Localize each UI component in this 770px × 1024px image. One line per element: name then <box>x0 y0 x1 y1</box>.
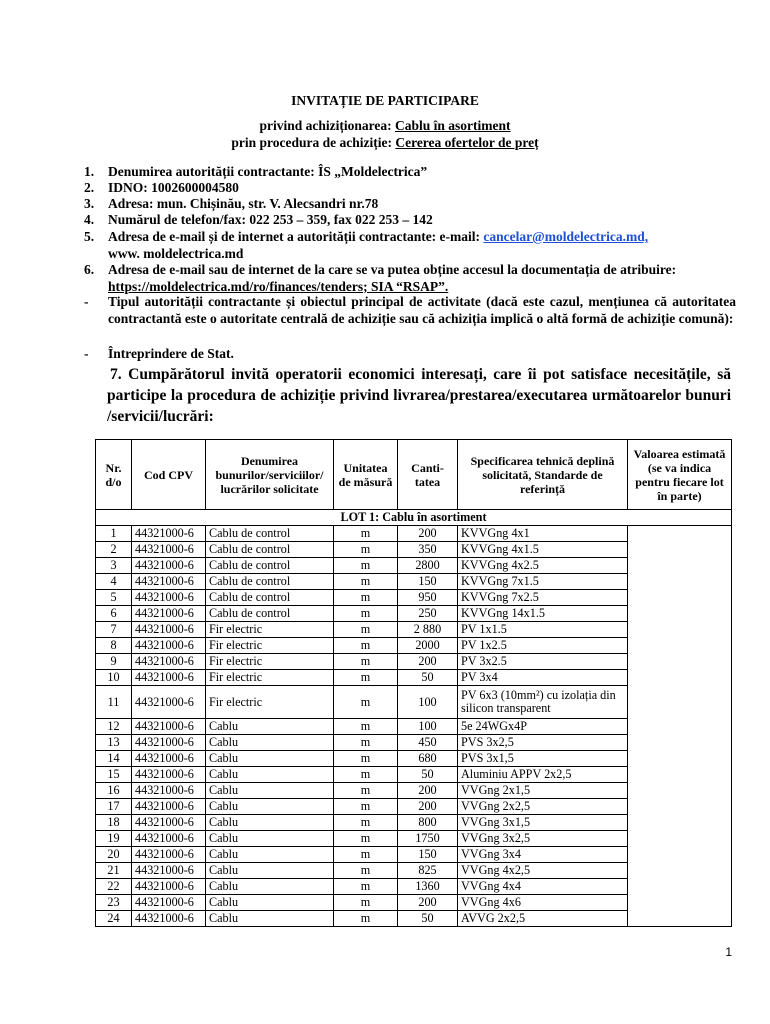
cell-spec: VVGng 3x4 <box>458 847 628 863</box>
cell-nr: 2 <box>96 542 132 558</box>
cell-nr: 9 <box>96 654 132 670</box>
cell-spec: VVGng 2x2,5 <box>458 799 628 815</box>
cell-cpv: 44321000-6 <box>132 815 206 831</box>
cell-cpv: 44321000-6 <box>132 606 206 622</box>
list-item-number: 5. <box>84 229 95 244</box>
cell-unit: m <box>334 526 398 542</box>
cell-name: Cablu <box>206 911 334 927</box>
cell-nr: 23 <box>96 895 132 911</box>
cell-unit: m <box>334 879 398 895</box>
cell-nr: 17 <box>96 799 132 815</box>
subtitle-object-label: privind achiziționarea: <box>259 118 395 133</box>
cell-nr: 5 <box>96 590 132 606</box>
cell-name: Cablu <box>206 815 334 831</box>
cell-nr: 21 <box>96 863 132 879</box>
cell-cpv: 44321000-6 <box>132 799 206 815</box>
cell-name: Cablu <box>206 831 334 847</box>
cell-name: Cablu de control <box>206 574 334 590</box>
cell-unit: m <box>334 895 398 911</box>
cell-name: Cablu <box>206 879 334 895</box>
cell-unit: m <box>334 638 398 654</box>
list-item-text: Denumirea autorității contractante: ÎS „Moldelectrica” <box>108 164 428 179</box>
cell-cpv: 44321000-6 <box>132 895 206 911</box>
header-spec: Specificarea tehnică deplină solicitată, Standarde de referință <box>458 440 628 510</box>
cell-qty: 150 <box>398 574 458 590</box>
subtitle-procedure <box>0 135 770 151</box>
cell-qty: 50 <box>398 767 458 783</box>
cell-cpv: 44321000-6 <box>132 719 206 735</box>
cell-name: Cablu <box>206 895 334 911</box>
header-nr: Nr. d/o <box>96 440 132 510</box>
cell-name: Cablu <box>206 767 334 783</box>
cell-cpv: 44321000-6 <box>132 654 206 670</box>
cell-unit: m <box>334 719 398 735</box>
cell-spec: PVS 3x2,5 <box>458 735 628 751</box>
cell-qty: 200 <box>398 799 458 815</box>
cell-nr: 13 <box>96 735 132 751</box>
cell-qty: 150 <box>398 847 458 863</box>
cell-estimated-value <box>628 526 732 927</box>
cell-nr: 4 <box>96 574 132 590</box>
cell-spec: KVVGng 14x1.5 <box>458 606 628 622</box>
cell-spec: VVGng 4x2,5 <box>458 863 628 879</box>
cell-cpv: 44321000-6 <box>132 638 206 654</box>
cell-spec: KVVGng 7x1.5 <box>458 574 628 590</box>
cell-spec: KVVGng 4x1.5 <box>458 542 628 558</box>
cell-cpv: 44321000-6 <box>132 831 206 847</box>
cell-qty: 100 <box>398 719 458 735</box>
cell-qty: 825 <box>398 863 458 879</box>
cell-cpv: 44321000-6 <box>132 783 206 799</box>
cell-unit: m <box>334 831 398 847</box>
list-item-dash: - <box>84 294 89 309</box>
cell-qty: 250 <box>398 606 458 622</box>
cell-unit: m <box>334 670 398 686</box>
cell-name: Cablu <box>206 783 334 799</box>
cell-unit: m <box>334 847 398 863</box>
cell-cpv: 44321000-6 <box>132 670 206 686</box>
cell-cpv: 44321000-6 <box>132 542 206 558</box>
cell-name: Cablu <box>206 847 334 863</box>
header-value: Valoarea estimată (se va indica pentru fiecare lot în parte) <box>628 440 732 510</box>
cell-spec: AVVG 2x2,5 <box>458 911 628 927</box>
cell-qty: 350 <box>398 542 458 558</box>
cell-unit: m <box>334 783 398 799</box>
cell-cpv: 44321000-6 <box>132 879 206 895</box>
cell-unit: m <box>334 606 398 622</box>
cell-qty: 50 <box>398 911 458 927</box>
list-item-text: Adresa de e-mail sau de internet de la care se va putea obține accesul la documentația de atribuire: <box>108 262 677 277</box>
cell-qty: 2800 <box>398 558 458 574</box>
cell-cpv: 44321000-6 <box>132 847 206 863</box>
cell-qty: 800 <box>398 815 458 831</box>
cell-qty: 450 <box>398 735 458 751</box>
cell-qty: 680 <box>398 751 458 767</box>
cell-unit: m <box>334 558 398 574</box>
lot-row <box>96 510 732 526</box>
header-name: Denumirea bunurilor/serviciilor/ lucrărilor solicitate <box>206 440 334 510</box>
cell-name: Fir electric <box>206 670 334 686</box>
cell-name: Cablu de control <box>206 558 334 574</box>
invitation-paragraph: 7. Cumpărătorul invită operatorii economici interesați, care îi pot satisface necesitățile, să participe la procedura de achiziție privind livrarea/prestarea/executarea următoarelor bunuri /servicii/lucrări: <box>107 366 731 425</box>
cell-cpv: 44321000-6 <box>132 622 206 638</box>
cell-cpv: 44321000-6 <box>132 911 206 927</box>
cell-unit: m <box>334 622 398 638</box>
cell-name: Cablu de control <box>206 590 334 606</box>
page-number: 1 <box>725 945 732 959</box>
table-header-row <box>96 440 732 510</box>
cell-nr: 12 <box>96 719 132 735</box>
cell-nr: 19 <box>96 831 132 847</box>
cell-unit: m <box>334 799 398 815</box>
cell-nr: 24 <box>96 911 132 927</box>
cell-spec: PV 6x3 (10mm²) cu izolația din silicon transparent <box>458 686 628 719</box>
cell-unit: m <box>334 735 398 751</box>
cell-qty: 200 <box>398 783 458 799</box>
cell-cpv: 44321000-6 <box>132 735 206 751</box>
cell-unit: m <box>334 590 398 606</box>
list-item-number: 3. <box>84 196 95 211</box>
page-title: INVITAȚIE DE PARTICIPARE <box>291 93 479 108</box>
cell-spec: VVGng 4x4 <box>458 879 628 895</box>
cell-name: Cablu <box>206 735 334 751</box>
cell-unit: m <box>334 654 398 670</box>
cell-spec: PV 1x2.5 <box>458 638 628 654</box>
subtitle-procedure-value: Cererea ofertelor de preț <box>395 135 539 150</box>
cell-nr: 16 <box>96 783 132 799</box>
cell-nr: 10 <box>96 670 132 686</box>
cell-name: Fir electric <box>206 622 334 638</box>
cell-spec: VVGng 4x6 <box>458 895 628 911</box>
cell-unit: m <box>334 686 398 719</box>
cell-spec: PVS 3x1,5 <box>458 751 628 767</box>
cell-qty: 200 <box>398 654 458 670</box>
cell-name: Cablu <box>206 799 334 815</box>
cell-spec: VVGng 2x1,5 <box>458 783 628 799</box>
cell-name: Cablu <box>206 719 334 735</box>
cell-unit: m <box>334 751 398 767</box>
subtitle-object <box>0 118 770 134</box>
cell-cpv: 44321000-6 <box>132 767 206 783</box>
list-item-dash: - <box>84 346 89 361</box>
cell-unit: m <box>334 542 398 558</box>
cell-qty: 100 <box>398 686 458 719</box>
cell-name: Fir electric <box>206 654 334 670</box>
cell-nr: 11 <box>96 686 132 719</box>
table-row <box>96 526 732 542</box>
list-item-text: Adresa de e-mail și de internet a autorității contractante: e-mail: <box>108 229 484 244</box>
cell-spec: KVVGng 4x1 <box>458 526 628 542</box>
cell-name: Fir electric <box>206 638 334 654</box>
cell-spec: PV 3x2.5 <box>458 654 628 670</box>
cell-cpv: 44321000-6 <box>132 686 206 719</box>
list-item-number: 1. <box>84 164 95 179</box>
cell-cpv: 44321000-6 <box>132 574 206 590</box>
cell-name: Cablu de control <box>206 526 334 542</box>
cell-nr: 20 <box>96 847 132 863</box>
cell-nr: 14 <box>96 751 132 767</box>
cell-qty: 50 <box>398 670 458 686</box>
subtitle-procedure-label: prin procedura de achiziție: <box>231 135 396 150</box>
cell-qty: 200 <box>398 526 458 542</box>
cell-qty: 2000 <box>398 638 458 654</box>
cell-spec: Aluminiu APPV 2x2,5 <box>458 767 628 783</box>
cell-name: Cablu <box>206 863 334 879</box>
cell-nr: 3 <box>96 558 132 574</box>
email-link[interactable]: cancelar@moldelectrica.md, <box>483 229 649 244</box>
cell-cpv: 44321000-6 <box>132 526 206 542</box>
cell-name: Cablu de control <box>206 542 334 558</box>
website-text: www. moldelectrica.md <box>108 245 244 261</box>
cell-unit: m <box>334 863 398 879</box>
header-unit: Unitatea de măsură <box>334 440 398 510</box>
cell-nr: 18 <box>96 815 132 831</box>
cell-unit: m <box>334 574 398 590</box>
lot-label: LOT 1: Cablu în asortiment <box>96 510 732 526</box>
cell-spec: KVVGng 7x2.5 <box>458 590 628 606</box>
cell-nr: 22 <box>96 879 132 895</box>
cell-spec: KVVGng 4x2.5 <box>458 558 628 574</box>
cell-unit: m <box>334 767 398 783</box>
cell-nr: 6 <box>96 606 132 622</box>
cell-spec: PV 3x4 <box>458 670 628 686</box>
cell-cpv: 44321000-6 <box>132 863 206 879</box>
cell-qty: 200 <box>398 895 458 911</box>
cell-cpv: 44321000-6 <box>132 558 206 574</box>
list-item-number: 6. <box>84 262 95 277</box>
cell-nr: 1 <box>96 526 132 542</box>
cell-spec: 5e 24WGx4P <box>458 719 628 735</box>
cell-name: Cablu <box>206 751 334 767</box>
list-item-text: IDNO: 1002600004580 <box>108 180 239 195</box>
cell-unit: m <box>334 911 398 927</box>
cell-nr: 7 <box>96 622 132 638</box>
header-cpv: Cod CPV <box>132 440 206 510</box>
cell-qty: 2 880 <box>398 622 458 638</box>
cell-nr: 8 <box>96 638 132 654</box>
subtitle-object-value: Cablu în asortiment <box>395 118 511 133</box>
cell-qty: 950 <box>398 590 458 606</box>
list-item-text: Adresa: mun. Chișinău, str. V. Alecsandri nr.78 <box>108 196 379 211</box>
cell-cpv: 44321000-6 <box>132 590 206 606</box>
cell-nr: 15 <box>96 767 132 783</box>
cell-spec: VVGng 3x1,5 <box>458 815 628 831</box>
cell-spec: PV 1x1.5 <box>458 622 628 638</box>
items-table <box>95 439 732 927</box>
cell-spec: VVGng 3x2,5 <box>458 831 628 847</box>
header-qty: Canti-tatea <box>398 440 458 510</box>
cell-name: Cablu de control <box>206 606 334 622</box>
cell-qty: 1360 <box>398 879 458 895</box>
cell-unit: m <box>334 815 398 831</box>
cell-qty: 1750 <box>398 831 458 847</box>
list-item-text: Întreprindere de Stat. <box>108 346 234 361</box>
cell-name: Fir electric <box>206 686 334 719</box>
cell-cpv: 44321000-6 <box>132 751 206 767</box>
list-item-text: Tipul autorității contractante și obiectul principal de activitate (dacă este cazul, mențiunea că autoritatea contractantă este o autoritate centrală de achiziție sau că achiziția implică o altă formă de achiziție comună): <box>108 294 736 326</box>
list-item-number: 4. <box>84 212 95 227</box>
list-item-text: Numărul de telefon/fax: 022 253 – 359, fax 022 253 – 142 <box>108 212 433 227</box>
list-item-number: 2. <box>84 180 95 195</box>
tenders-link[interactable]: https://moldelectrica.md/ro/finances/tenders; SIA “RSAP”. <box>108 278 449 294</box>
